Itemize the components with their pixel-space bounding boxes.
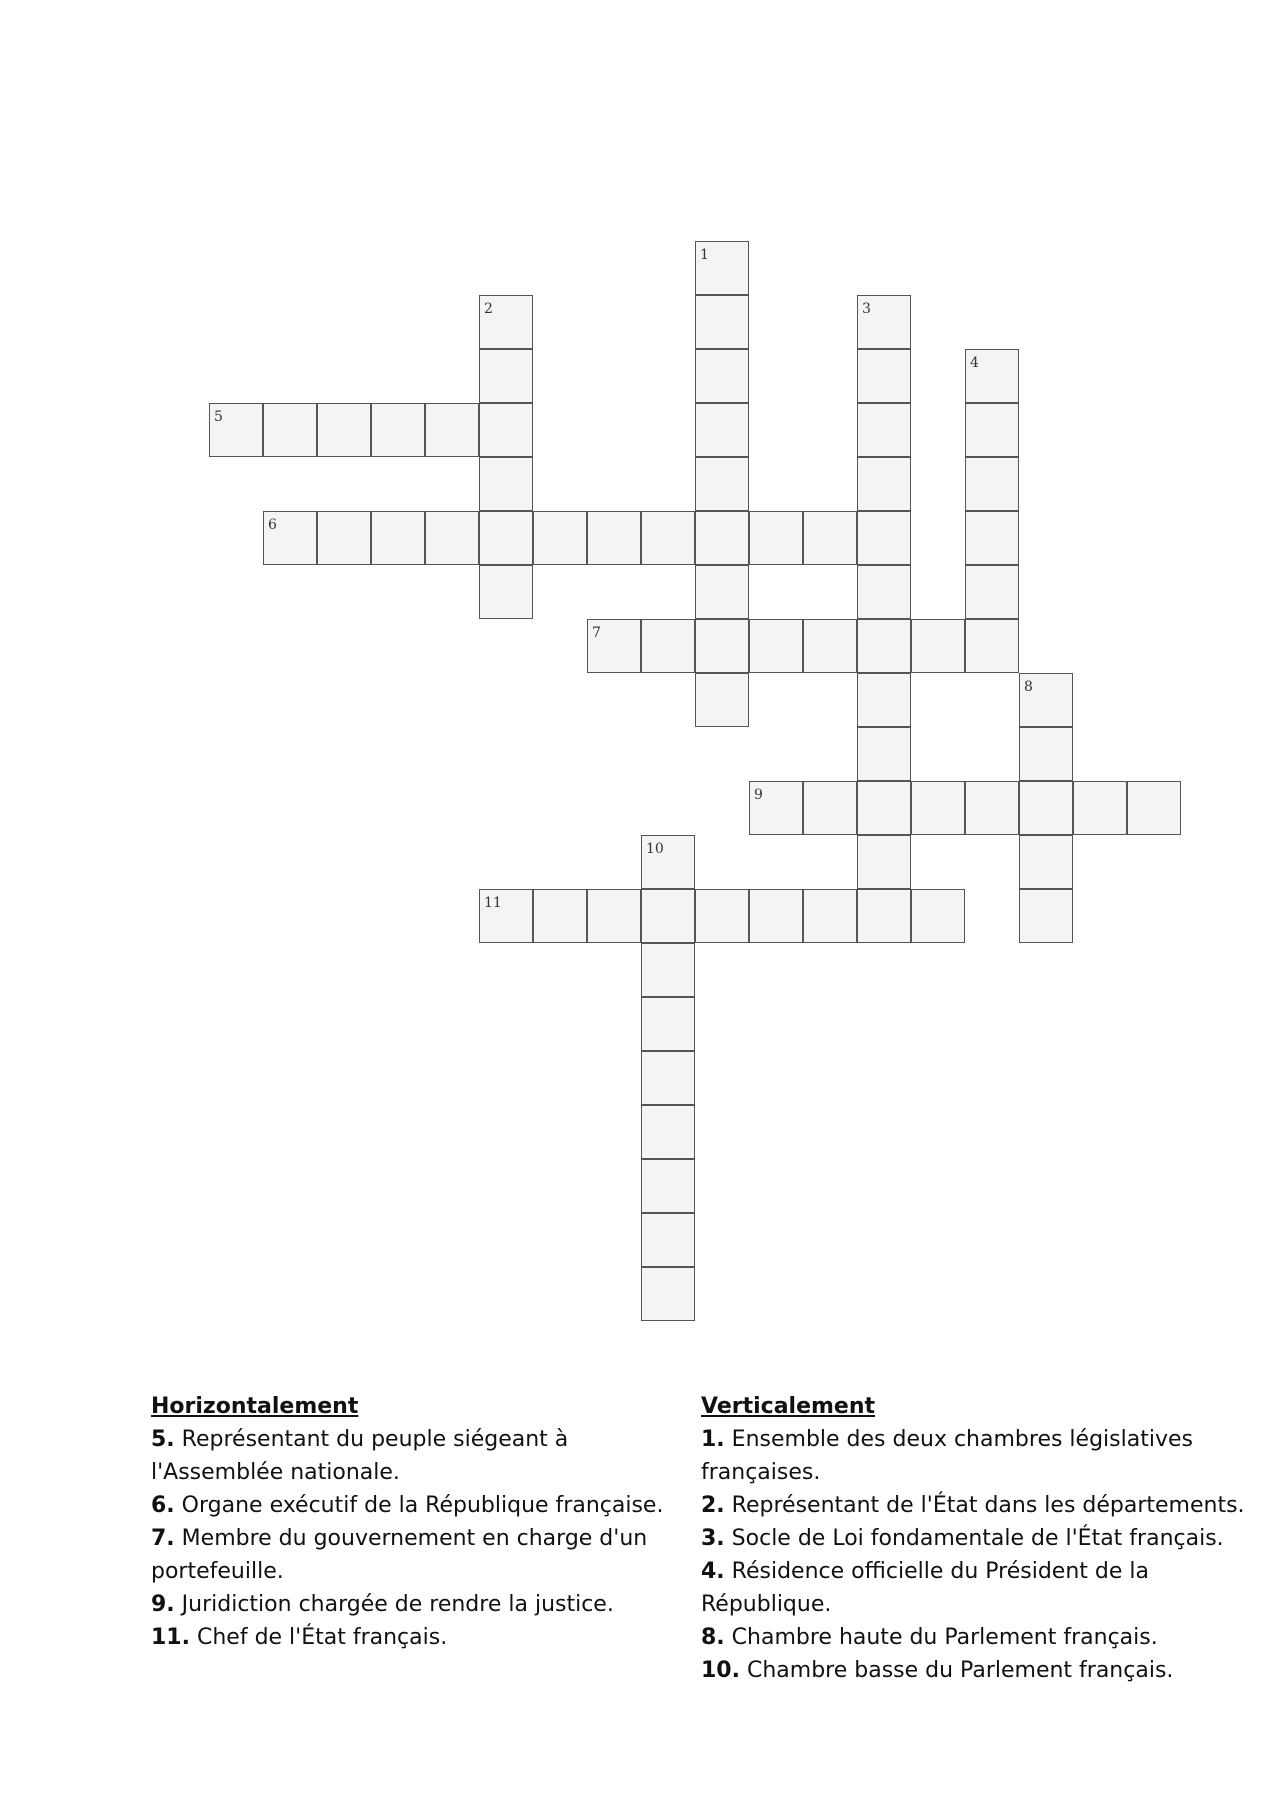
crossword-cell[interactable]	[695, 673, 749, 727]
clue-down-3: 3. Socle de Loi fondamentale de l'État français.	[701, 1526, 1224, 1551]
crossword-cell[interactable]	[749, 619, 803, 673]
crossword-cell[interactable]	[641, 835, 695, 889]
clue-across-9: 9. Juridiction chargée de rendre la justice.	[151, 1592, 614, 1617]
clue-down-4: 4. Résidence officielle du Président de la République.	[701, 1559, 1149, 1617]
crossword-cell[interactable]	[641, 1051, 695, 1105]
clue-down-8: 8. Chambre haute du Parlement français.	[701, 1625, 1158, 1650]
crossword-cell[interactable]	[857, 403, 911, 457]
crossword-cell[interactable]	[425, 403, 479, 457]
crossword-cell[interactable]	[1019, 781, 1073, 835]
crossword-cell[interactable]	[857, 457, 911, 511]
clue-across-6: 6. Organe exécutif de la République française.	[151, 1493, 664, 1518]
crossword-cell[interactable]	[479, 457, 533, 511]
crossword-cell[interactable]	[857, 835, 911, 889]
crossword-cell[interactable]	[911, 781, 965, 835]
crossword-cell[interactable]	[803, 511, 857, 565]
crossword-cell[interactable]	[857, 727, 911, 781]
crossword-cell[interactable]	[695, 511, 749, 565]
crossword-cell[interactable]	[479, 349, 533, 403]
horizontal-heading: Horizontalement	[151, 1394, 359, 1419]
crossword-cell[interactable]	[263, 511, 317, 565]
crossword-cell[interactable]	[857, 673, 911, 727]
crossword-cell[interactable]	[641, 619, 695, 673]
crossword-cell[interactable]	[965, 565, 1019, 619]
crossword-cell[interactable]	[857, 889, 911, 943]
clue-number: 5	[214, 409, 223, 425]
crossword-cell[interactable]	[857, 565, 911, 619]
horizontal-clues	[151, 1390, 671, 1654]
crossword-cell[interactable]	[749, 781, 803, 835]
clue-number: 2	[484, 301, 493, 317]
crossword-cell[interactable]	[803, 889, 857, 943]
crossword-cell[interactable]	[263, 403, 317, 457]
crossword-cell[interactable]	[803, 781, 857, 835]
crossword-cell[interactable]	[425, 511, 479, 565]
crossword-cell[interactable]	[587, 619, 641, 673]
crossword-cell[interactable]	[965, 781, 1019, 835]
clue-number: 1	[700, 247, 709, 263]
crossword-cell[interactable]	[857, 619, 911, 673]
clue-number: 10	[646, 841, 664, 857]
clue-number: 8	[1024, 679, 1033, 695]
crossword-cell[interactable]	[695, 457, 749, 511]
crossword-cell[interactable]	[695, 241, 749, 295]
crossword-cell[interactable]	[911, 889, 965, 943]
crossword-cell[interactable]	[1019, 727, 1073, 781]
crossword-cell[interactable]	[695, 295, 749, 349]
clue-number: 11	[484, 895, 502, 911]
crossword-cell[interactable]	[857, 781, 911, 835]
clue-down-10: 10. Chambre basse du Parlement français.	[701, 1658, 1174, 1683]
crossword-cell[interactable]	[911, 619, 965, 673]
crossword-cell[interactable]	[965, 457, 1019, 511]
crossword-cell[interactable]	[1019, 673, 1073, 727]
crossword-cell[interactable]	[1019, 889, 1073, 943]
crossword-cell[interactable]	[965, 349, 1019, 403]
vertical-clues	[701, 1390, 1261, 1687]
crossword-cell[interactable]	[587, 511, 641, 565]
crossword-cell[interactable]	[641, 1267, 695, 1321]
crossword-cell[interactable]	[803, 619, 857, 673]
crossword-cell[interactable]	[695, 349, 749, 403]
crossword-cell[interactable]	[371, 403, 425, 457]
crossword-cell[interactable]	[965, 619, 1019, 673]
clue-number: 7	[592, 625, 601, 641]
vertical-heading: Verticalement	[701, 1394, 876, 1419]
crossword-cell[interactable]	[317, 511, 371, 565]
crossword-cell[interactable]	[209, 403, 263, 457]
clue-number: 9	[754, 787, 763, 803]
crossword-cell[interactable]	[533, 889, 587, 943]
crossword-cell[interactable]	[641, 997, 695, 1051]
crossword-cell[interactable]	[695, 889, 749, 943]
crossword-cell[interactable]	[749, 511, 803, 565]
crossword-cell[interactable]	[533, 511, 587, 565]
clue-number: 6	[268, 517, 277, 533]
clue-number: 4	[970, 355, 979, 371]
crossword-cell[interactable]	[641, 1105, 695, 1159]
crossword-cell[interactable]	[641, 511, 695, 565]
crossword-cell[interactable]	[749, 889, 803, 943]
crossword-cell[interactable]	[965, 511, 1019, 565]
crossword-cell[interactable]	[479, 565, 533, 619]
crossword-cell[interactable]	[641, 943, 695, 997]
crossword-cell[interactable]	[1127, 781, 1181, 835]
clue-across-5: 5. Représentant du peuple siégeant à l'Assemblée nationale.	[151, 1427, 569, 1485]
crossword-cell[interactable]	[641, 1159, 695, 1213]
clue-down-2: 2. Représentant de l'État dans les départements.	[701, 1493, 1245, 1518]
crossword-cell[interactable]	[641, 1213, 695, 1267]
crossword-cell[interactable]	[1073, 781, 1127, 835]
crossword-cell[interactable]	[965, 403, 1019, 457]
clue-number: 3	[862, 301, 871, 317]
crossword-cell[interactable]	[857, 349, 911, 403]
crossword-cell[interactable]	[317, 403, 371, 457]
clue-across-7: 7. Membre du gouvernement en charge d'un portefeuille.	[151, 1526, 648, 1584]
crossword-cell[interactable]	[371, 511, 425, 565]
crossword-cell[interactable]	[695, 403, 749, 457]
crossword-cell[interactable]	[641, 889, 695, 943]
clue-down-1: 1. Ensemble des deux chambres législatives françaises.	[701, 1427, 1193, 1485]
crossword-cell[interactable]	[1019, 835, 1073, 889]
crossword-cell[interactable]	[479, 511, 533, 565]
crossword-cell[interactable]	[587, 889, 641, 943]
crossword-cell[interactable]	[857, 511, 911, 565]
clue-across-11: 11. Chef de l'État français.	[151, 1625, 448, 1650]
crossword-cell[interactable]	[479, 403, 533, 457]
crossword-cell[interactable]	[695, 565, 749, 619]
crossword-cell[interactable]	[479, 295, 533, 349]
crossword-cell[interactable]	[857, 295, 911, 349]
crossword-cell[interactable]	[479, 889, 533, 943]
crossword-cell[interactable]	[695, 619, 749, 673]
